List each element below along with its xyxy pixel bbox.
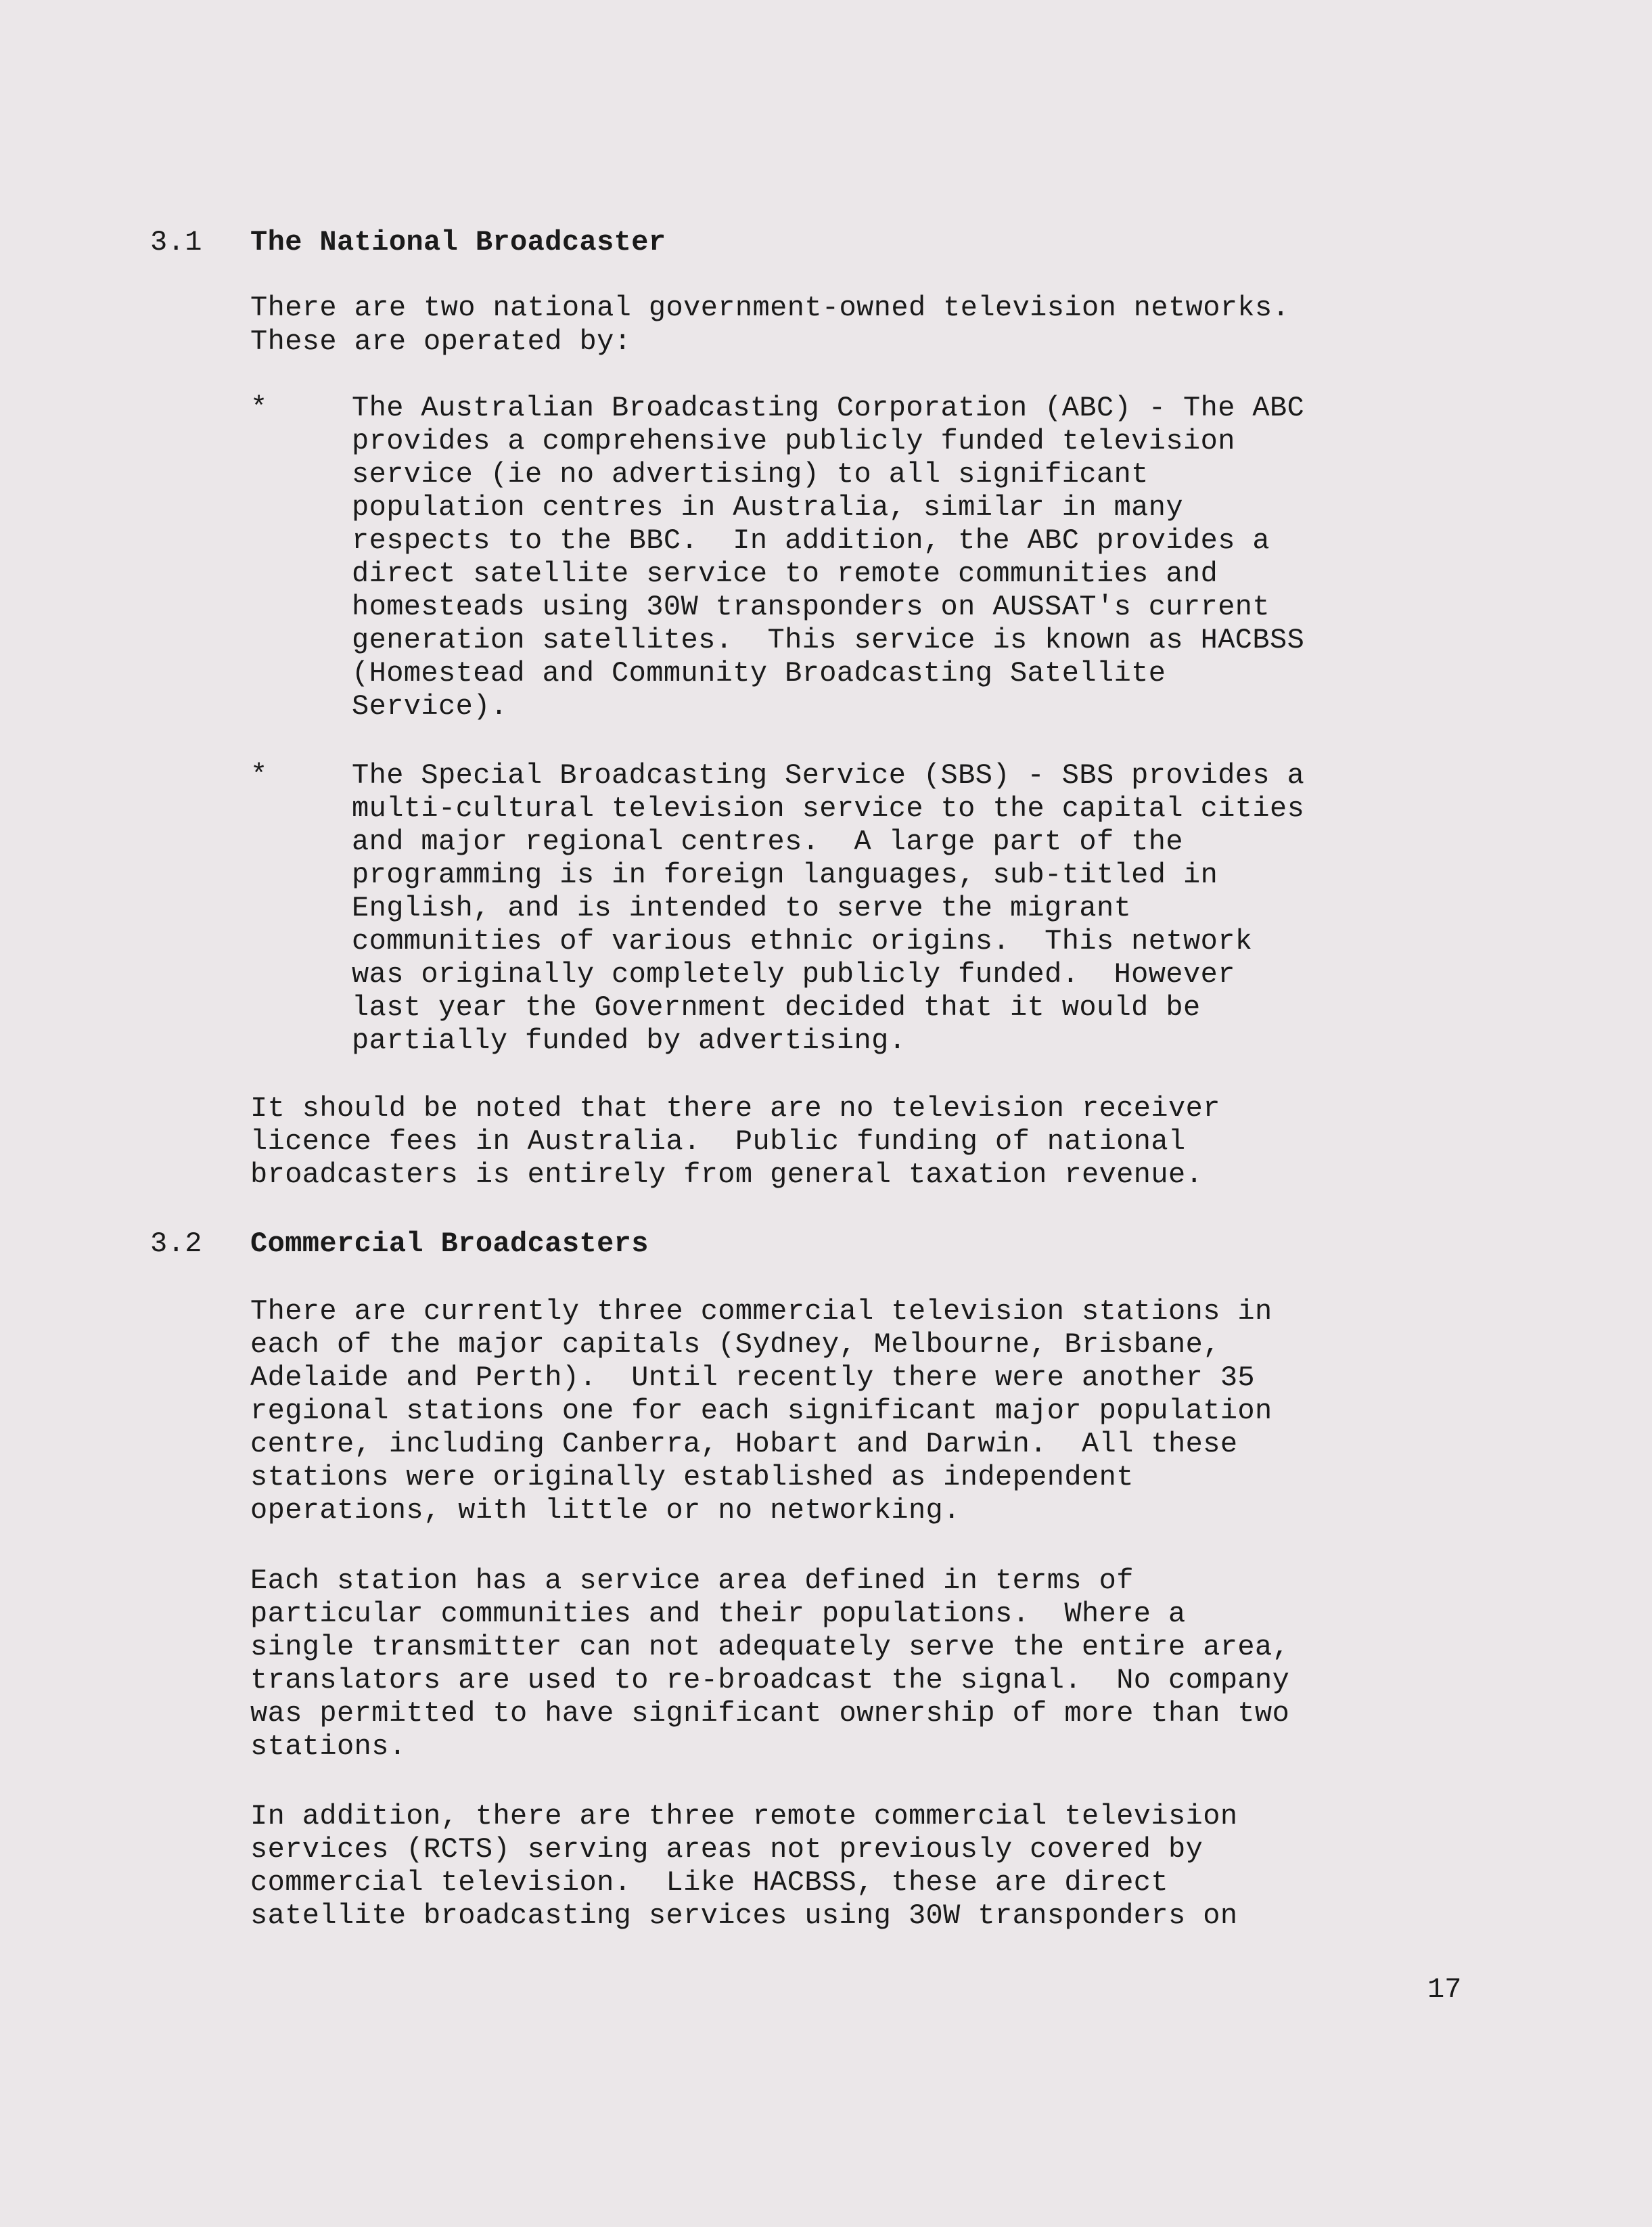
bullet-line: homesteads using 30W transponders on AUSSAT's current xyxy=(352,591,1270,623)
paragraph-line: each of the major capitals (Sydney, Melbourne, Brisbane, xyxy=(250,1328,1220,1361)
section-number: 3.2 xyxy=(150,1228,202,1260)
paragraph-line: It should be noted that there are no television receiver xyxy=(250,1092,1220,1125)
paragraph-line: licence fees in Australia. Public funding of national xyxy=(250,1125,1186,1158)
bullet-line: (Homestead and Community Broadcasting Satellite xyxy=(352,657,1166,690)
bullet-line: The Australian Broadcasting Corporation (ABC) - The ABC xyxy=(352,392,1305,424)
paragraph-line: broadcasters is entirely from general taxation revenue. xyxy=(250,1159,1203,1191)
bullet-line: The Special Broadcasting Service (SBS) - SBS provides a xyxy=(352,759,1305,792)
bullet-line: provides a comprehensive publicly funded television xyxy=(352,425,1235,457)
paragraph-line: centre, including Canberra, Hobart and Darwin. All these xyxy=(250,1428,1238,1460)
bullet-line: partially funded by advertising. xyxy=(352,1025,907,1057)
bullet-line: last year the Government decided that it would be xyxy=(352,991,1201,1024)
paragraph-line: operations, with little or no networking. xyxy=(250,1494,961,1527)
paragraph-line: was permitted to have significant ownership of more than two xyxy=(250,1697,1290,1730)
paragraph-line: stations were originally established as independent xyxy=(250,1461,1134,1493)
bullet-line: direct satellite service to remote communities and xyxy=(352,558,1218,590)
bullet-marker: * xyxy=(250,759,268,792)
paragraph-line: Adelaide and Perth). Until recently there were another 35 xyxy=(250,1362,1256,1394)
bullet-line: multi-cultural television service to the capital cities xyxy=(352,792,1305,825)
paragraph-line: There are currently three commercial television stations in xyxy=(250,1295,1272,1328)
section-number: 3.1 xyxy=(150,226,202,258)
bullet-line: generation satellites. This service is known as HACBSS xyxy=(352,624,1305,656)
bullet-line: communities of various ethnic origins. This network xyxy=(352,925,1253,958)
bullet-line: and major regional centres. A large part of the xyxy=(352,826,1183,858)
bullet-line: population centres in Australia, similar in many xyxy=(352,491,1183,524)
bullet-line: respects to the BBC. In addition, the ABC provides a xyxy=(352,524,1270,557)
paragraph-line: regional stations one for each significant major population xyxy=(250,1395,1272,1427)
paragraph-line: translators are used to re-broadcast the signal. No company xyxy=(250,1664,1290,1696)
bullet-line: programming is in foreign languages, sub-titled in xyxy=(352,859,1218,891)
paragraph-line: single transmitter can not adequately serve the entire area, xyxy=(250,1631,1290,1663)
paragraph-line: There are two national government-owned television networks. xyxy=(250,292,1290,324)
bullet-line: Service). xyxy=(352,690,508,723)
paragraph-line: These are operated by: xyxy=(250,325,632,358)
paragraph-line: services (RCTS) serving areas not previously covered by xyxy=(250,1833,1203,1866)
paragraph-line: Each station has a service area defined in terms of xyxy=(250,1565,1134,1597)
paragraph-line: commercial television. Like HACBSS, these are direct xyxy=(250,1866,1169,1899)
bullet-line: was originally completely publicly funded. However xyxy=(352,958,1235,991)
paragraph-line: satellite broadcasting services using 30W transponders on xyxy=(250,1899,1238,1932)
section-heading: The National Broadcaster xyxy=(250,226,666,258)
bullet-line: service (ie no advertising) to all significant xyxy=(352,458,1149,491)
bullet-marker: * xyxy=(250,392,268,424)
section-heading: Commercial Broadcasters xyxy=(250,1228,649,1260)
paragraph-line: In addition, there are three remote commercial television xyxy=(250,1800,1238,1832)
paragraph-line: stations. xyxy=(250,1730,407,1763)
paragraph-line: particular communities and their populations. Where a xyxy=(250,1598,1186,1630)
bullet-line: English, and is intended to serve the migrant xyxy=(352,892,1132,924)
page-number: 17 xyxy=(1427,1973,1462,2006)
